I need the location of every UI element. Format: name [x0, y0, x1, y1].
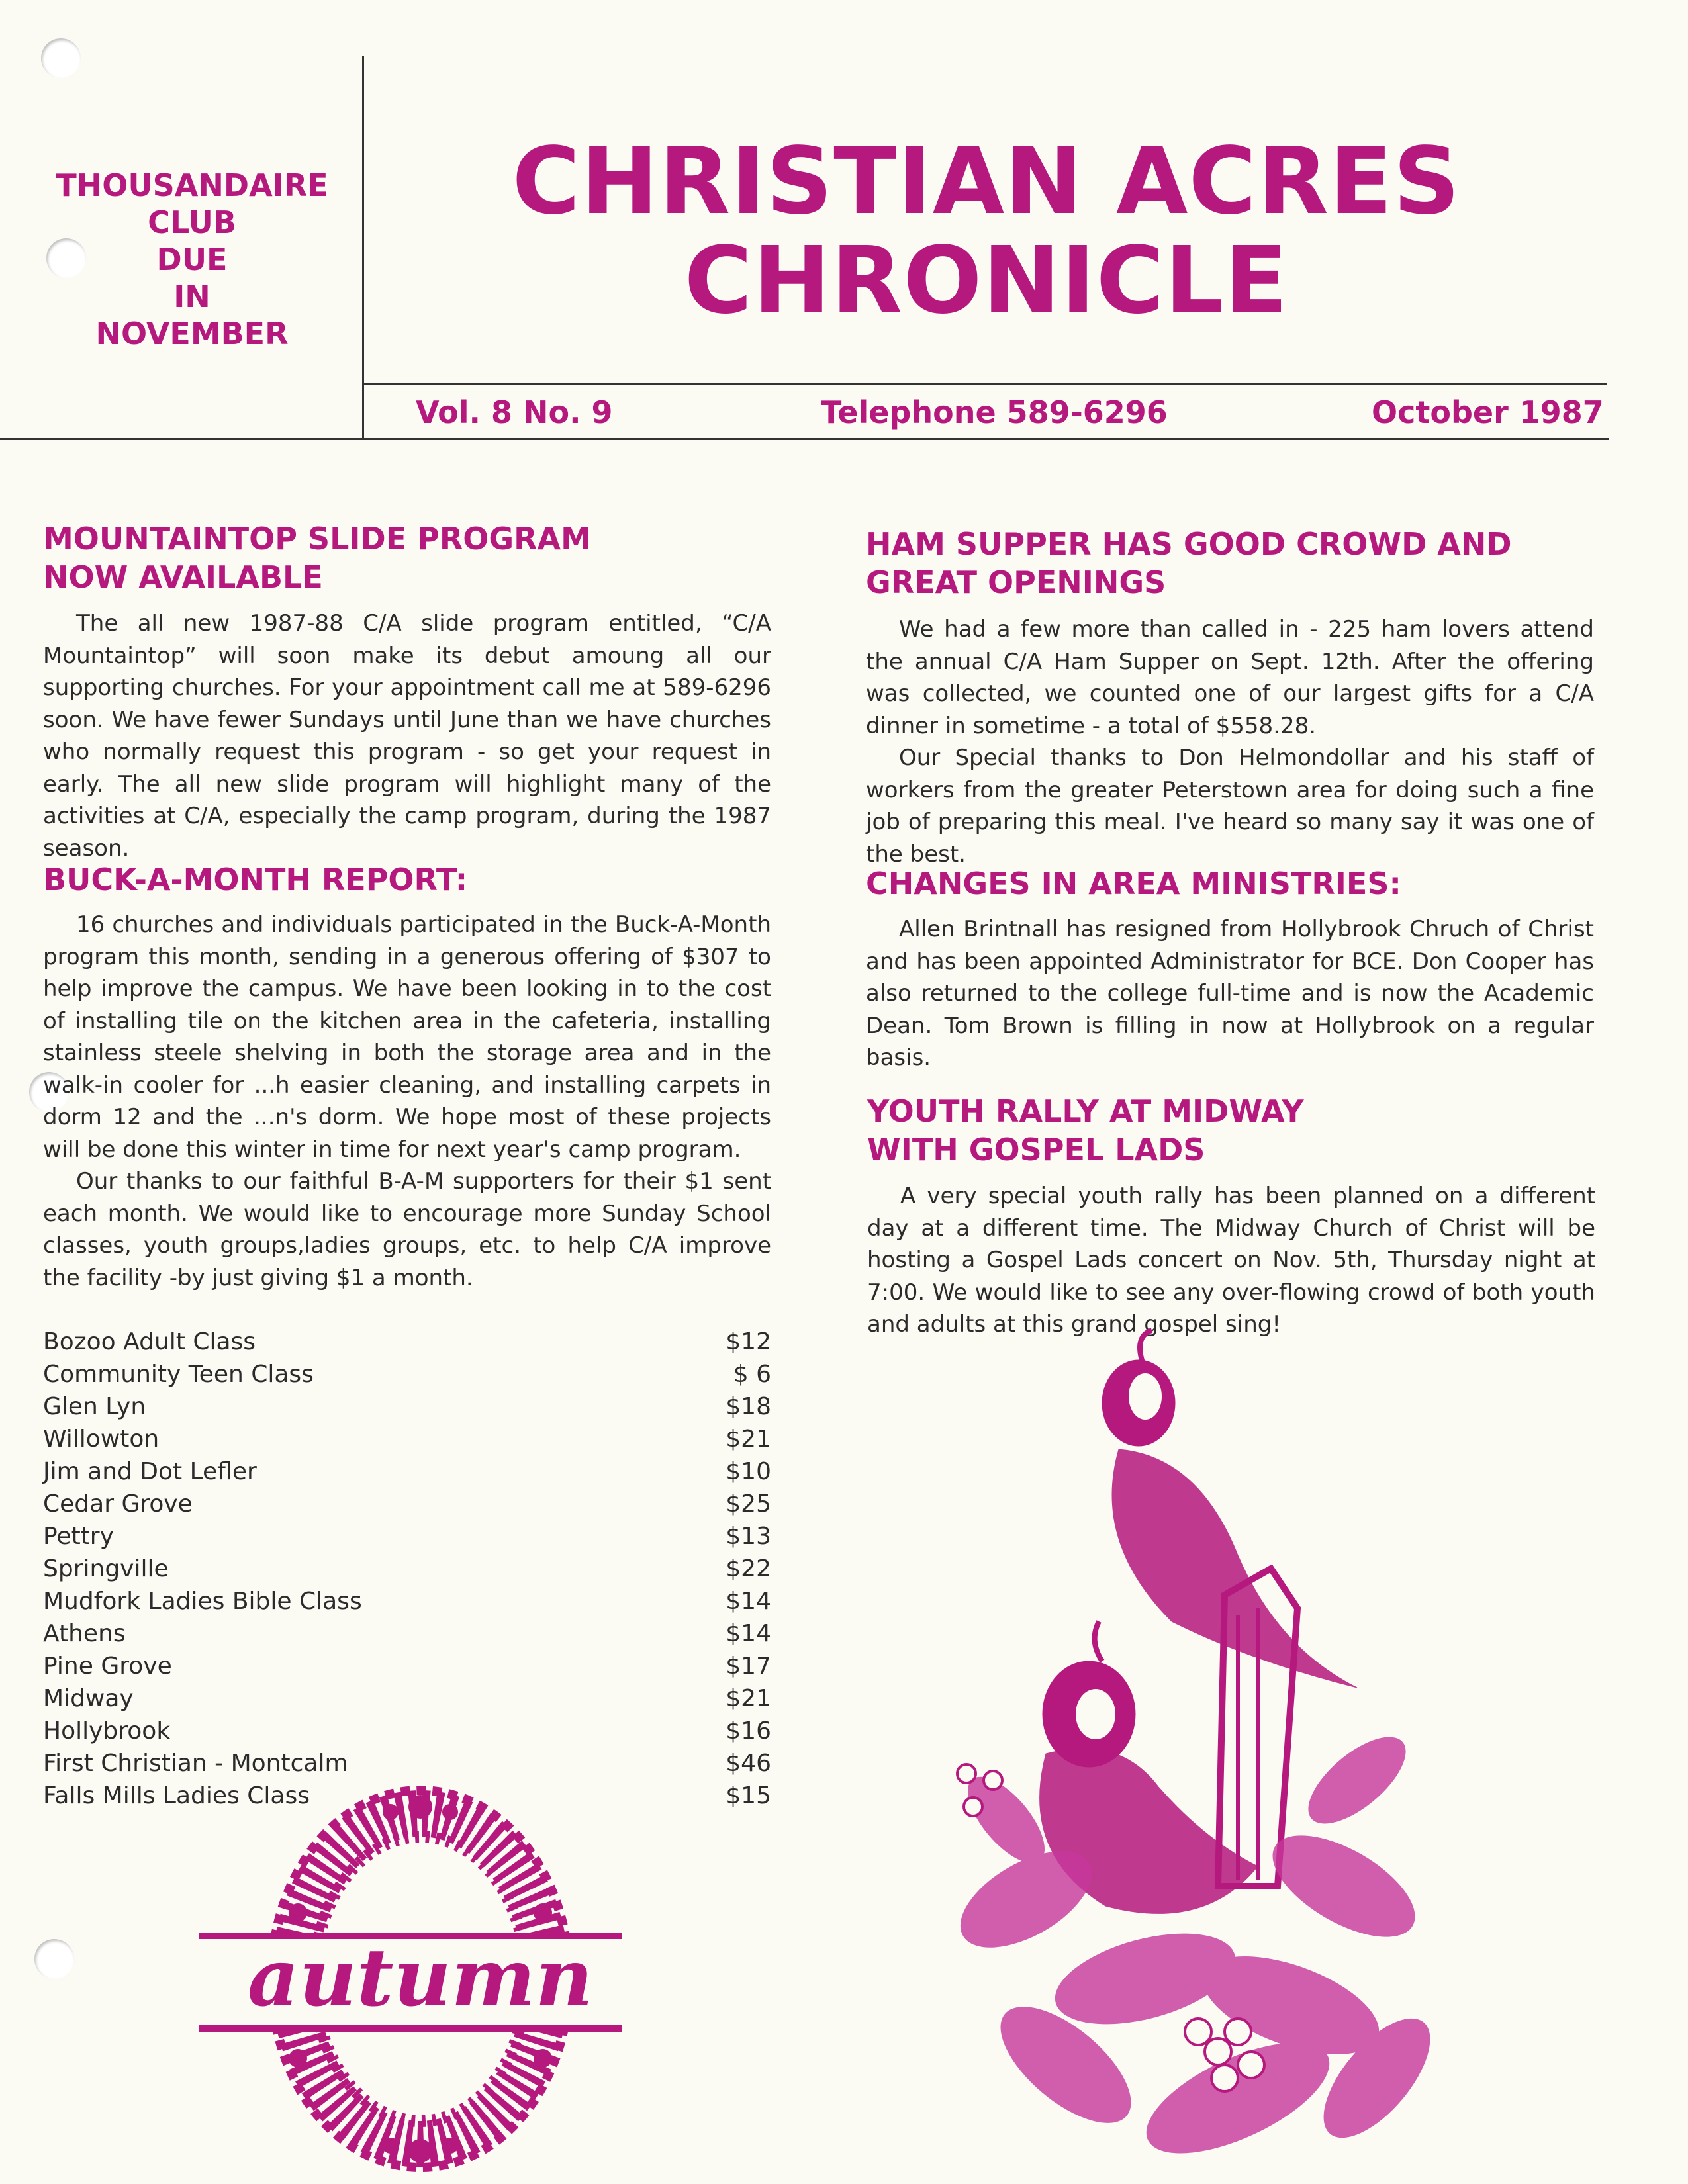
notice-line: IN [173, 279, 211, 314]
list-item [43, 1747, 771, 1780]
donor-amount: $ 6 [733, 1361, 771, 1388]
paragraph: Our Special thanks to Don Helmondollar and his staff of workers from the greater Peterstown area for doing such a fine job of preparing this meal. I've heard so many say it was one of the best. [866, 745, 1594, 868]
masthead-divider-upper [362, 383, 1607, 385]
donor-amount: $10 [726, 1458, 771, 1485]
heading-line: MOUNTAINTOP SLIDE PROGRAM [43, 521, 591, 557]
masthead-divider-lower [0, 438, 1609, 440]
heading-line: BUCK-A-MONTH REPORT: [43, 862, 468, 897]
notice-line: NOVEMBER [95, 316, 289, 351]
punch-hole-bottom [34, 1939, 74, 1979]
list-item [43, 1423, 771, 1455]
donor-name: Cedar Grove [43, 1490, 193, 1518]
donor-name: First Christian - Montcalm [43, 1750, 348, 1777]
donor-amount: $21 [726, 1426, 771, 1453]
heading-line: WITH GOSPEL LADS [867, 1132, 1205, 1167]
list-item [43, 1682, 771, 1715]
quail-icon [947, 1317, 1476, 2177]
donor-name: Jim and Dot Lefler [43, 1458, 257, 1485]
donor-name: Willowton [43, 1426, 160, 1453]
volume-number: Vol. 8 No. 9 [416, 394, 613, 430]
donor-name: Hollybrook [43, 1717, 171, 1745]
paragraph: The all new 1987-88 C/A slide program entitled, “C/A Mountaintop” will soon make its debut amoung all our supporting churches. For your appointment call me at 589-6296 soon. We have fewer Sundays until June than we have churches who normally request this program - so get your request in early. The all new slide program will highlight many of the activities at C/A, especially the camp program, during the 1987 season. [43, 610, 771, 862]
donor-amount: $25 [726, 1490, 771, 1518]
list-item [43, 1390, 771, 1423]
buck-a-month-heading [43, 860, 771, 899]
list-item [43, 1715, 771, 1747]
newsletter-title [424, 128, 1549, 335]
paragraph: Allen Brintnall has resigned from Hollybrook Chruch of Christ and has been appointed Administrator for BCE. Don Cooper has also returned to the college full-time and is now the Academic Dean. Tom Brown is filling in now at Hollybrook on a regular basis. [866, 916, 1594, 1071]
donor-name: Pettry [43, 1523, 114, 1550]
donor-name: Athens [43, 1620, 126, 1647]
donor-amount: $46 [726, 1750, 771, 1777]
list-item [43, 1326, 771, 1358]
donor-name: Bozoo Adult Class [43, 1328, 256, 1355]
autumn-wreath-text: autumn [248, 1931, 593, 2025]
donor-amount: $17 [726, 1653, 771, 1680]
heading-line: GREAT OPENINGS [866, 565, 1166, 600]
donor-name: Mudfork Ladies Bible Class [43, 1588, 362, 1615]
notice-line: CLUB [148, 205, 236, 240]
paragraph: Our thanks to our faithful B-A-M supporters for their $1 sent each month. We would like to encourage more Sunday School classes, youth groups,ladies groups, etc. to help C/A improve the facility -by just giving $1 a month. [43, 1168, 771, 1291]
paragraph: We had a few more than called in - 225 ham lovers attend the annual C/A Ham Supper on Sept. 12th. After the offering was collected, we counted one of our largest gifts for a C/A dinner in sometime - a total of $558.28. [866, 616, 1594, 739]
list-item [43, 1650, 771, 1682]
donor-amount: $14 [726, 1588, 771, 1615]
punch-hole-top [41, 38, 81, 78]
list-item [43, 1455, 771, 1488]
ham-supper-body [866, 614, 1594, 870]
list-item [43, 1585, 771, 1617]
title-line: CHRISTIAN ACRES [512, 128, 1461, 236]
donor-list [43, 1326, 771, 1812]
area-ministries-heading [866, 864, 1601, 903]
donor-amount: $18 [726, 1393, 771, 1420]
donor-amount: $14 [726, 1620, 771, 1647]
youth-rally-heading [867, 1092, 1602, 1169]
paragraph: 16 churches and individuals participated in the Buck-A-Month program this month, sending in a generous offering of $307 to help improve the campus. We have been looking in to the cost of installing tile on the kitchen area in the cafeteria, installing stainless steele shelving in both the storage area and in the walk-in cooler for ...h easier cleaning, and installing carpets in dorm 12 and the ...n's dorm. We hope most of these projects will be done this winter in time for next year's camp program. [43, 911, 771, 1163]
slide-program-body [43, 608, 771, 864]
donor-amount: $22 [726, 1555, 771, 1582]
heading-line: NOW AVAILABLE [43, 559, 323, 595]
donor-name: Glen Lyn [43, 1393, 146, 1420]
donor-name: Community Teen Class [43, 1361, 314, 1388]
heading-line: YOUTH RALLY AT MIDWAY [867, 1093, 1304, 1129]
issue-date: October 1987 [1372, 394, 1604, 430]
thousandaire-notice [40, 167, 344, 352]
quail-illustration [947, 1317, 1476, 2177]
donor-name: Falls Mills Ladies Class [43, 1782, 310, 1809]
donor-amount: $12 [726, 1328, 771, 1355]
notice-line: THOUSANDAIRE [56, 167, 328, 203]
heading-line: HAM SUPPER HAS GOOD CROWD AND [866, 526, 1512, 562]
list-item [43, 1520, 771, 1553]
buck-a-month-body [43, 909, 771, 1294]
autumn-wreath-icon [192, 1780, 655, 2177]
donor-name: Pine Grove [43, 1653, 172, 1680]
list-item [43, 1488, 771, 1520]
area-ministries-body [866, 913, 1594, 1074]
autumn-wreath-illustration [192, 1780, 655, 2177]
ham-supper-heading [866, 525, 1601, 602]
donor-name: Midway [43, 1685, 134, 1712]
donor-amount: $16 [726, 1717, 771, 1745]
telephone-number: Telephone 589-6296 [821, 394, 1168, 430]
donor-name: Springville [43, 1555, 169, 1582]
donor-amount: $15 [726, 1782, 771, 1809]
list-item [43, 1358, 771, 1390]
donor-amount: $21 [726, 1685, 771, 1712]
title-line: CHRONICLE [684, 227, 1289, 335]
slide-program-heading [43, 520, 771, 596]
paragraph: A very special youth rally has been planned on a different day at a different time. The Midway Church of Christ will be hosting a Gospel Lads concert on Nov. 5th, Thursday night at 7:00. We would like to see any over-flowing crowd of both youth and adults at this grand gospel sing! [867, 1183, 1595, 1338]
list-item [43, 1617, 771, 1650]
donor-amount: $13 [726, 1523, 771, 1550]
heading-line: CHANGES IN AREA MINISTRIES: [866, 866, 1401, 901]
notice-line: DUE [156, 242, 228, 277]
list-item [43, 1553, 771, 1585]
